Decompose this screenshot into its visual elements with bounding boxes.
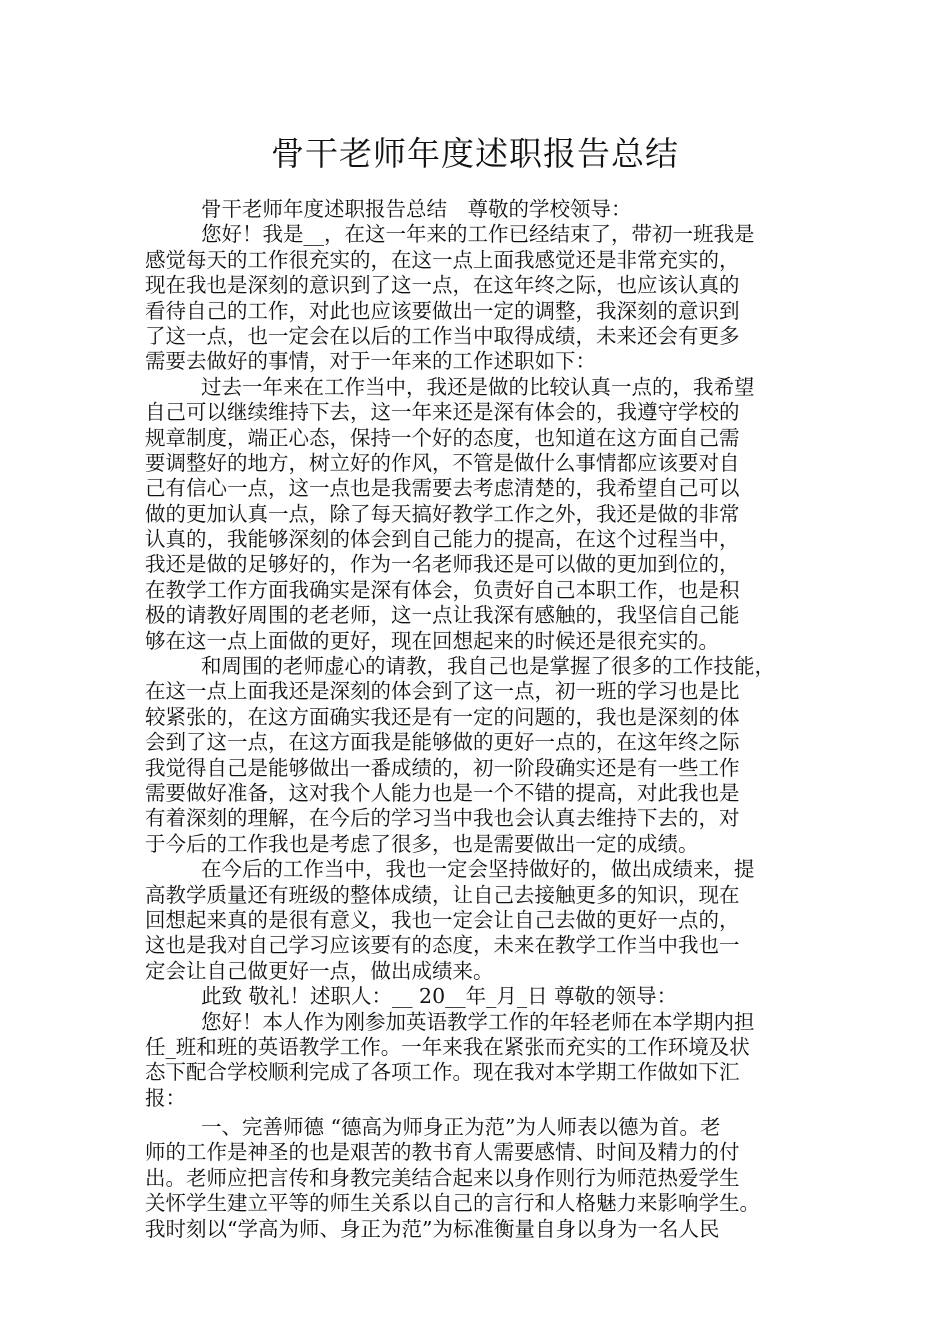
document-title: 骨干老师年度述职报告总结 xyxy=(271,134,679,173)
text-line: 这也是我对自己学习应该要有的态度，未来在教学工作当中我也一 xyxy=(145,933,740,958)
text-line: 您好！我是__，在这一年来的工作已经结束了，带初一班我是 xyxy=(201,222,755,247)
text-line: 一、完善师德 “德高为师身正为范”为人师表以德为首。老 xyxy=(201,1115,721,1140)
text-line: 在教学工作方面我确实是深有体会，负责好自己本职工作，也是积 xyxy=(145,577,740,602)
text-line: 够在这一点上面做的更好，现在回想起来的时候还是很充实的。 xyxy=(145,628,719,653)
text-line: 过去一年来在工作当中，我还是做的比较认真一点的，我希望 xyxy=(201,374,755,399)
text-line: 高教学质量还有班级的整体成绩，让自己去接触更多的知识，现在 xyxy=(145,882,740,907)
text-line: 态下配合学校顺利完成了各项工作。现在我对本学期工作做如下汇 xyxy=(145,1060,740,1085)
text-line: 报： xyxy=(145,1085,186,1110)
text-line: 在今后的工作当中，我也一定会坚持做好的，做出成绩来，提 xyxy=(201,857,755,882)
text-line: 看待自己的工作，对此也应该要做出一定的调整，我深刻的意识到 xyxy=(145,298,740,323)
text-line: 我觉得自己是能够做出一番成绩的，初一阶段确实还是有一些工作 xyxy=(145,755,740,780)
text-line: 回想起来真的是很有意义，我也一定会让自己去做的更好一点的， xyxy=(145,907,740,932)
text-line: 极的请教好周围的老老师，这一点让我深有感触的，我坚信自己能 xyxy=(145,603,740,628)
text-line: 在这一点上面我还是深刻的体会到了这一点，初一班的学习也是比 xyxy=(145,679,740,704)
text-line: 规章制度，端正心态，保持一个好的态度，也知道在这方面自己需 xyxy=(145,425,740,450)
text-line: 感觉每天的工作很充实的，在这一点上面我感觉还是非常充实的， xyxy=(145,247,740,272)
text-line: 有着深刻的理解，在今后的学习当中我也会认真去维持下去的，对 xyxy=(145,806,740,831)
text-line: 和周围的老师虚心的请教，我自己也是掌握了很多的工作技能， xyxy=(201,654,775,679)
text-line: 师的工作是神圣的也是艰苦的教书育人需要感情、时间及精力的付 xyxy=(145,1140,740,1165)
text-line: 做的更加认真一点，除了每天搞好教学工作之外，我还是做的非常 xyxy=(145,501,740,526)
text-line: 认真的，我能够深刻的体会到自己能力的提高，在这个过程当中， xyxy=(145,527,740,552)
document-body xyxy=(145,197,809,1242)
text-line: 我时刻以“学高为师、身正为范”为标准衡量自身以身为一名人民 xyxy=(145,1216,720,1241)
text-line: 关怀学生建立平等的师生关系以自己的言行和人格魅力来影响学生。 xyxy=(145,1191,760,1216)
text-line: 于今后的工作我也是考虑了很多，也是需要做出一定的成绩。 xyxy=(145,831,699,856)
text-line: 己有信心一点，这一点也是我需要去考虑清楚的，我希望自己可以 xyxy=(145,476,740,501)
text-line: 现在我也是深刻的意识到了这一点，在这年终之际，也应该认真的 xyxy=(145,273,740,298)
text-line: 定会让自己做更好一点，做出成绩来。 xyxy=(145,958,494,983)
text-line: 我还是做的足够好的，作为一名老师我还是可以做的更加到位的， xyxy=(145,552,740,577)
text-line: 需要去做好的事情，对于一年来的工作述职如下： xyxy=(145,349,596,374)
text-line: 任_班和班的英语教学工作。一年来我在紧张而充实的工作环境及状 xyxy=(145,1034,750,1059)
text-line: 较紧张的，在这方面确实我还是有一定的问题的，我也是深刻的体 xyxy=(145,704,740,729)
text-line: 此致 敬礼！述职人：__ 20__年_月_日 尊敬的领导： xyxy=(201,984,678,1009)
text-line: 需要做好准备，这对我个人能力也是一个不错的提高，对此我也是 xyxy=(145,780,740,805)
text-line: 自己可以继续维持下去，这一年来还是深有体会的，我遵守学校的 xyxy=(145,400,740,425)
text-line: 您好！本人作为刚参加英语教学工作的年轻老师在本学期内担 xyxy=(201,1009,755,1034)
text-line: 骨干老师年度述职报告总结 尊敬的学校领导： xyxy=(201,197,632,221)
text-line: 出。老师应把言传和身教完美结合起来以身作则行为师范热爱学生 xyxy=(145,1165,740,1190)
text-line: 要调整好的地方，树立好的作风，不管是做什么事情都应该要对自 xyxy=(145,450,740,475)
text-line: 会到了这一点，在这方面我是能够做的更好一点的，在这年终之际 xyxy=(145,730,740,755)
text-line: 了这一点，也一定会在以后的工作当中取得成绩，未来还会有更多 xyxy=(145,323,740,348)
